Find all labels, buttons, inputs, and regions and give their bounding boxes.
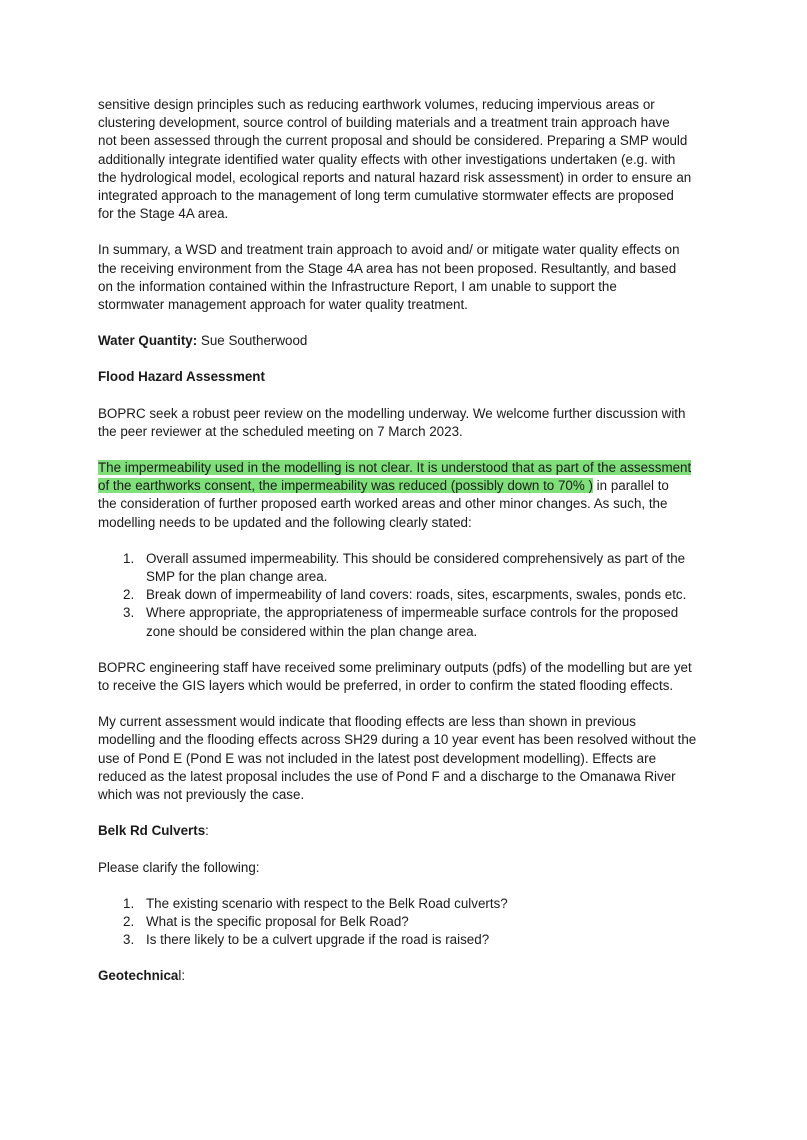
list-number: 3.	[123, 605, 135, 621]
text-line: sensitive design principles such as reducing earthwork volumes, reducing impervious areas or	[98, 97, 655, 112]
text-line: clustering development, source control of building materials and a treatment train approach have	[98, 115, 670, 131]
text-line: In summary, a WSD and treatment train approach to avoid and/ or mitigate water quality effects on	[98, 242, 680, 258]
text-line: the hydrological model, ecological reports and natural hazard risk assessment) in order to ensure an	[98, 169, 692, 185]
list-item	[98, 931, 716, 949]
text-line: not been assessed through the current proposal and should be considered. Preparing a SMP would	[98, 133, 688, 149]
list-text: Is there likely to be a culvert upgrade if the road is raised?	[146, 932, 490, 948]
text-line: the peer reviewer at the scheduled meeting on 7 March 2023.	[98, 423, 463, 439]
text-line: in parallel to	[592, 478, 669, 494]
list-item	[98, 586, 716, 604]
heading-rest-text: l:	[178, 968, 186, 984]
text-line: use of Pond E (Pond E was not included in the latest post development modelling). Effects are	[98, 750, 657, 766]
text-line: which was not previously the case.	[98, 787, 305, 803]
list-item	[98, 895, 716, 913]
list-text: The existing scenario with respect to the Belk Road culverts?	[146, 895, 508, 911]
text-line: stormwater management approach for water quality treatment.	[98, 297, 468, 313]
text-line: on the information contained within the Infrastructure Report, I am unable to support the	[98, 278, 617, 294]
highlighted-text: The impermeability used in the modelling is not clear. It is understood that as part of the assessment	[98, 460, 692, 476]
list-text: Where appropriate, the appropriateness of impermeable surface controls for the proposed	[146, 605, 679, 621]
paragraph-peer-review	[98, 405, 716, 441]
text-line: reduced as the latest proposal includes the use of Pond F and a discharge to the Omanawa River	[98, 768, 676, 784]
text-line: additionally integrate identified water quality effects with other investigations undertaken (e.g. with	[98, 151, 676, 167]
list-text: What is the specific proposal for Belk Road?	[146, 913, 409, 929]
impermeability-list	[98, 550, 716, 641]
paragraph-preliminary-outputs	[98, 659, 716, 695]
list-number: 1.	[123, 550, 135, 566]
geotechnical-heading	[98, 967, 716, 985]
heading-bold-text: Belk Rd Culverts	[98, 823, 206, 839]
list-text: zone should be considered within the plan change area.	[146, 623, 478, 639]
text-line: the receiving environment from the Stage 4A area has not been proposed. Resultantly, and based	[98, 260, 677, 276]
list-text: SMP for the plan change area.	[146, 569, 328, 585]
water-quantity-label: Water Quantity:	[98, 333, 198, 349]
list-number: 3.	[123, 932, 135, 948]
text-line: to receive the GIS layers which would be preferred, in order to confirm the stated flooding effects.	[98, 678, 674, 694]
water-quantity-line	[98, 332, 716, 350]
text-line: My current assessment would indicate that flooding effects are less than shown in previous	[98, 714, 636, 730]
heading-rest-text: :	[205, 823, 209, 839]
belk-road-list	[98, 895, 716, 950]
list-item	[98, 550, 716, 586]
highlighted-text: of the earthworks consent, the impermeability was reduced (possibly down to 70% )	[98, 478, 593, 494]
list-item	[98, 604, 716, 640]
text-line: BOPRC seek a robust peer review on the modelling underway. We welcome further discussion with	[98, 405, 686, 421]
list-number: 2.	[123, 913, 135, 929]
paragraph-impermeability	[98, 459, 716, 532]
flood-hazard-heading: Flood Hazard Assessment	[98, 369, 265, 385]
list-item	[98, 913, 716, 931]
list-number: 1.	[123, 895, 135, 911]
text-line: integrated approach to the management of long term cumulative stormwater effects are proposed	[98, 188, 674, 204]
paragraph-current-assessment	[98, 713, 716, 804]
text-line: modelling needs to be updated and the following clearly stated:	[98, 514, 472, 530]
text-line: for the Stage 4A area.	[98, 206, 229, 222]
text-line: modelling and the flooding effects across SH29 during a 10 year event has been resolved without the	[98, 732, 697, 748]
list-text: Break down of impermeability of land covers: roads, sites, escarpments, swales, ponds etc.	[146, 587, 687, 603]
paragraph-summary	[98, 241, 716, 314]
list-text: Overall assumed impermeability. This should be considered comprehensively as part of the	[146, 550, 686, 566]
paragraph-wsd-principles	[98, 96, 716, 223]
paragraph-clarify: Please clarify the following:	[98, 859, 260, 875]
list-number: 2.	[123, 587, 135, 603]
document-page	[98, 96, 716, 986]
text-line: the consideration of further proposed earth worked areas and other minor changes. As such, the	[98, 496, 668, 512]
heading-bold-text: Geotechnica	[98, 968, 179, 984]
reviewer-name: Sue Southerwood	[197, 333, 308, 349]
belk-rd-heading	[98, 822, 716, 840]
text-line: BOPRC engineering staff have received some preliminary outputs (pdfs) of the modelling but are yet	[98, 659, 692, 675]
